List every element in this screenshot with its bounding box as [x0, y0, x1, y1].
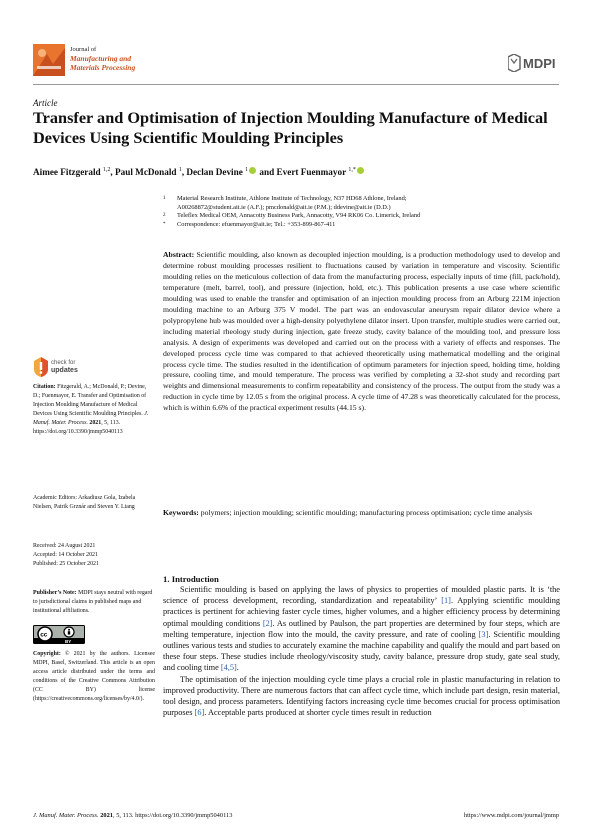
journal-name-line1: Journal of — [70, 46, 97, 53]
svg-text:cc: cc — [40, 631, 48, 639]
affiliation-text: Correspondence: efuenmayor@ait.ie; Tel.: +353-899-867-411 — [177, 220, 336, 228]
publisher-note: Publisher’s Note: MDPI stays neutral with regard to jurisdictional claims in published maps and institutional affiliations. — [33, 590, 153, 614]
reference-link[interactable]: [3] — [478, 629, 489, 639]
svg-text:BY: BY — [65, 638, 72, 644]
journal-logo-icon — [33, 44, 65, 76]
affiliation-item — [163, 221, 563, 230]
check-updates-label: check for updates — [51, 360, 78, 374]
affiliation-mark: 1 — [163, 196, 166, 201]
author-affiliation-mark: 1,* — [348, 167, 356, 173]
affiliations — [163, 195, 563, 229]
citation-label: Citation: — [33, 384, 56, 390]
footer-citation: J. Manuf. Mater. Process. 2021, 5, 113. https://doi.org/10.3390/jmmp5040113 — [33, 812, 233, 819]
author-name: Aimee Fitzgerald — [33, 167, 101, 178]
affiliation-mark: 2 — [163, 213, 166, 219]
introduction-body — [163, 584, 560, 718]
published-date: Published: 25 October 2021 — [33, 560, 99, 567]
article-title: Transfer and Optimisation of Injection Moulding Manufacture of Medical Devices Using Scientific Moulding Principles — [33, 108, 548, 147]
author-affiliation-mark: 1 — [245, 167, 249, 173]
journal-name-line2: Manufacturing and — [70, 54, 132, 63]
journal-name — [70, 46, 135, 72]
abstract-text: Scientific moulding, also known as decoupled injection moulding, is a production methodology used to develop and determine robust moulding processes resilient to fluctuations caused by variation in temperature and viscosity. Scientific moulding relies on the meticulous collection of data from the manufacturing process, especially inputs of time (fill, pack/hold), temperature (melt, barrel, tool), and pressure (injection, hold, etc.). This publication presents a use case where scientific moulding was used to enable the transfer and optimisation of an injection moulding process from an Arburg 221M injection moulding machine to an Arburg 375 V model. The part was an endovascular aneurysm repair dilator device where a polypropylene hub was moulded over a high-density polyethylene dilator insert. Upon transfer, multiple studies were carried out, including material rheology study during injection, gate freeze study, cavity balance of the moulding tool, and pressure loss analysis. A design of experiments was developed and carried out on the process with a variety of effects and responses. The developed process cycle time was compared to that achieved theoretically using mathematical modelling and the original process cycle time. The studies resulted in the identification of optimum parameters for injection speed, holding time, holding pressure, cooling time, and mould temperature. The process was verified by completing a 32-shot study and recording part weights and dimensional measurements to confirm repeatability and consistency of the process. The output from the study was a reduction in cycle time by 12.05 s from the original process. A cycle time of 47.28 s was theoretically calculated for the process, which is within 6.6% of the practical experiment results (44.15 s). — [163, 250, 560, 413]
citation-block: Citation: Fitzgerald, A.; McDonald, P.; Devine, D.; Fuenmayor, E. Transfer and Optimisation of Injection Moulding Manufacture of Medical Devices Using Scientific Moulding Principles. J. Manuf. Mater. Process. 2021, 5, 113. https://doi.org/10.3390/jmmp5040113 — [33, 384, 149, 435]
accepted-date: Accepted: 14 October 2021 — [33, 551, 98, 558]
author-name: Evert Fuenmayor — [276, 167, 347, 178]
abstract — [163, 250, 560, 414]
affiliation-item — [163, 195, 563, 204]
affiliation-text: Teleflex Medical OEM, Annacotty Business Park, Annacotty, V94 RK06 Co. Limerick, Ireland — [177, 212, 421, 220]
academic-editors: Academic Editors: Arkadiusz Gola, Izabela Nielsen, Patrik Grznár and Steven Y. Liang — [33, 495, 136, 510]
reference-link[interactable]: [1] — [441, 596, 451, 606]
affiliation-mark: * — [163, 221, 166, 227]
keywords — [163, 508, 560, 519]
check-for-updates-button[interactable] — [33, 356, 93, 382]
affiliation-item — [163, 204, 563, 213]
footer-journal-url[interactable]: https://www.mdpi.com/journal/jmmp — [463, 812, 559, 819]
author-affiliation-mark: 1,2 — [102, 167, 111, 173]
journal-name-line3: Materials Processing — [70, 63, 136, 72]
publication-dates — [33, 542, 155, 569]
orcid-icon[interactable] — [249, 167, 256, 174]
affiliation-text: A00268872@student.ait.ie (A.F.); pmcdonald@ait.ie (P.M.); ddevine@ait.ie (D.D.) — [177, 203, 391, 211]
author-separator: and — [257, 167, 277, 178]
header-divider — [33, 84, 559, 85]
intro-paragraph: Scientific moulding is based on applying the laws of physics to properties of moulded plastic parts. It is ‘the science of process development, recording, standardization and repeatability’ [1]. Applying scientific moulding practices is pertinent for achieving faster cycle times, higher volumes, and a higher efficiency process by determining optimal moulding conditions [2]. As outlined by Paulson, the part properties are determined by four steps, which are melting temperature, injection flow into the mould, the cavity pressure, and rate of cooling [3]. Scientific moulding outlines various tests and studies to accurately examine the machine capability and qualify the mould and part based on these four steps. These studies include rheology/viscosity study, cavity balance, pressure drop study, gate seal study, and cooling time [4,5]. — [163, 585, 560, 673]
author-name: Paul McDonald — [115, 167, 177, 178]
reference-link[interactable]: [4,5] — [220, 663, 237, 673]
author-list — [33, 164, 563, 178]
intro-paragraph: The optimisation of the injection moulding cycle time plays a crucial role in plastic manufacturing in relation to improved productivity. There are numerous factors that can affect cycle time, which include part design, resin material, tool design, and process parameters. Identifying factors increasing cycle time becomes crucial for process optimisation purposes [6]. Acceptable parts produced at shorter cycle times result in reduction — [163, 674, 560, 718]
mdpi-logo-icon — [508, 54, 560, 72]
keywords-text: polymers; injection moulding; scientific moulding; manufacturing process optimisation; cycle time analysis — [200, 508, 533, 517]
article-type: Article — [33, 98, 58, 108]
author-name: Declan Devine — [186, 167, 243, 178]
affiliation-item — [163, 212, 563, 221]
author-affiliation-mark: 1 — [178, 167, 182, 173]
orcid-icon[interactable] — [357, 167, 364, 174]
section-heading: 1. Introduction — [163, 574, 219, 584]
reference-link[interactable]: [2] — [262, 618, 273, 628]
check-updates-icon — [33, 356, 49, 378]
copyright-block: Copyright: © 2021 by the authors. Licensee MDPI, Basel, Switzerland. This article is an open access article distributed under the terms and conditions of the Creative Commons Attribution (CC BY) license (https://creativecommons.org/licenses/by/4.0/). — [33, 651, 155, 702]
author-separator: , — [110, 167, 115, 178]
affiliation-text: Material Research Institute, Athlone Institute of Technology, N37 HD68 Athlone, Ireland; — [177, 195, 407, 202]
keywords-label: Keywords: — [163, 508, 199, 517]
cc-by-license-icon[interactable] — [33, 625, 85, 644]
received-date: Received: 24 August 2021 — [33, 543, 96, 549]
mdpi-logo-text: MDPI — [523, 56, 556, 71]
reference-link[interactable]: [6] — [194, 708, 205, 718]
author-separator: , — [181, 167, 187, 178]
abstract-label: Abstract: — [163, 250, 195, 259]
